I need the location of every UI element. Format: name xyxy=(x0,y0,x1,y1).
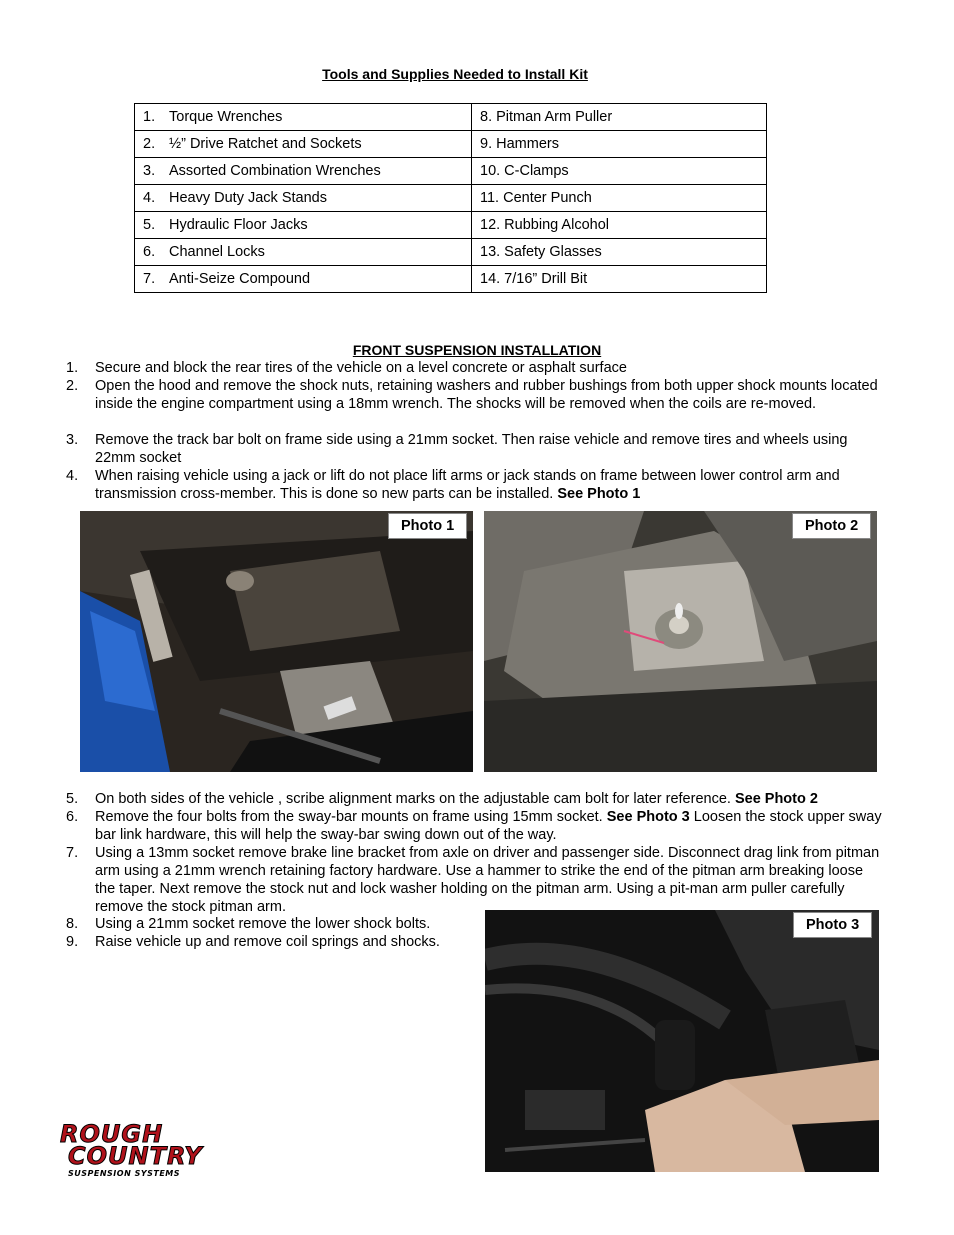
tool-item: 5. Hydraulic Floor Jacks xyxy=(135,212,472,239)
tools-row xyxy=(135,104,767,131)
tool-item: 8. Pitman Arm Puller xyxy=(472,104,767,131)
tools-row xyxy=(135,158,767,185)
tool-item: 9. Hammers xyxy=(472,131,767,158)
photo-2-label: Photo 2 xyxy=(792,513,871,539)
photo-1 xyxy=(80,511,473,772)
photo-2-image xyxy=(484,511,877,772)
tools-heading: Tools and Supplies Needed to Install Kit xyxy=(322,66,588,82)
tools-row xyxy=(135,131,767,158)
step-9: 9. Raise vehicle up and remove coil springs and shocks. xyxy=(66,934,440,950)
logo-text: COUNTRY xyxy=(68,1142,203,1170)
photo-2 xyxy=(484,511,877,772)
tools-table xyxy=(134,103,767,293)
photo-3-image xyxy=(485,910,879,1172)
tool-item: 6. Channel Locks xyxy=(135,239,472,266)
step-5: 5. On both sides of the vehicle , scribe alignment marks on the adjustable cam bolt for later reference. See Photo 2 xyxy=(66,791,818,807)
photo-3 xyxy=(485,910,879,1172)
photo-3-label: Photo 3 xyxy=(793,912,872,938)
step-7: 7. Using a 13mm socket remove brake line bracket from axle on driver and passenger side. Disconnect drag link from pitman arm using a 21mm wrench retaining factory hardware. Use a hammer to strike the end of the pitman arm breaking loose the taper. Next remove the stock nut and lock washer holding on the pitman arm. Using a pit-man arm puller carefully remove the stock pitman arm. xyxy=(66,845,880,915)
tool-item: 10. C-Clamps xyxy=(472,158,767,185)
logo-text: ROUGH xyxy=(60,1120,164,1148)
photo-1-label: Photo 1 xyxy=(388,513,467,539)
step-8: 8. Using a 21mm socket remove the lower shock bolts. xyxy=(66,916,431,932)
tool-item: 7. Anti-Seize Compound xyxy=(135,266,472,293)
tool-item: 14. 7/16” Drill Bit xyxy=(472,266,767,293)
tools-row xyxy=(135,239,767,266)
rough-country-logo-image xyxy=(58,1120,228,1180)
logo-text: SUSPENSION SYSTEMS xyxy=(68,1169,181,1178)
step-3: 3. Remove the track bar bolt on frame side using a 21mm socket. Then raise vehicle and remove tires and wheels using 22mm socket xyxy=(66,432,848,466)
front-suspension-heading: FRONT SUSPENSION INSTALLATION xyxy=(352,342,602,358)
tool-item: 4. Heavy Duty Jack Stands xyxy=(135,185,472,212)
step-6: 6. Remove the four bolts from the sway-bar mounts on frame using 15mm socket. See Photo 3 Loosen the stock upper sway bar link hardware, this will help the sway-bar swing down out of the way. xyxy=(66,809,882,843)
step-2: 2. Open the hood and remove the shock nuts, retaining washers and rubber bushings from both upper shock mounts located inside the engine compartment using a 18mm wrench. The shocks will be removed when the coils are re-moved. xyxy=(66,378,878,412)
tool-item: 11. Center Punch xyxy=(472,185,767,212)
step-1: 1. Secure and block the rear tires of the vehicle on a level concrete or asphalt surface xyxy=(66,360,627,376)
tools-row xyxy=(135,266,767,293)
tools-row xyxy=(135,212,767,239)
tool-item: 2. ½” Drive Ratchet and Sockets xyxy=(135,131,472,158)
rough-country-logo xyxy=(58,1120,228,1180)
step-4: 4. When raising vehicle using a jack or lift do not place lift arms or jack stands on frame between lower control arm and transmission cross-member. This is done so new parts can be installed. See Photo 1 xyxy=(66,468,840,502)
tool-item: 12. Rubbing Alcohol xyxy=(472,212,767,239)
photo-1-image xyxy=(80,511,473,772)
tools-row xyxy=(135,185,767,212)
tool-item: 3. Assorted Combination Wrenches xyxy=(135,158,472,185)
tool-item: 13. Safety Glasses xyxy=(472,239,767,266)
tool-item: 1. Torque Wrenches xyxy=(135,104,472,131)
